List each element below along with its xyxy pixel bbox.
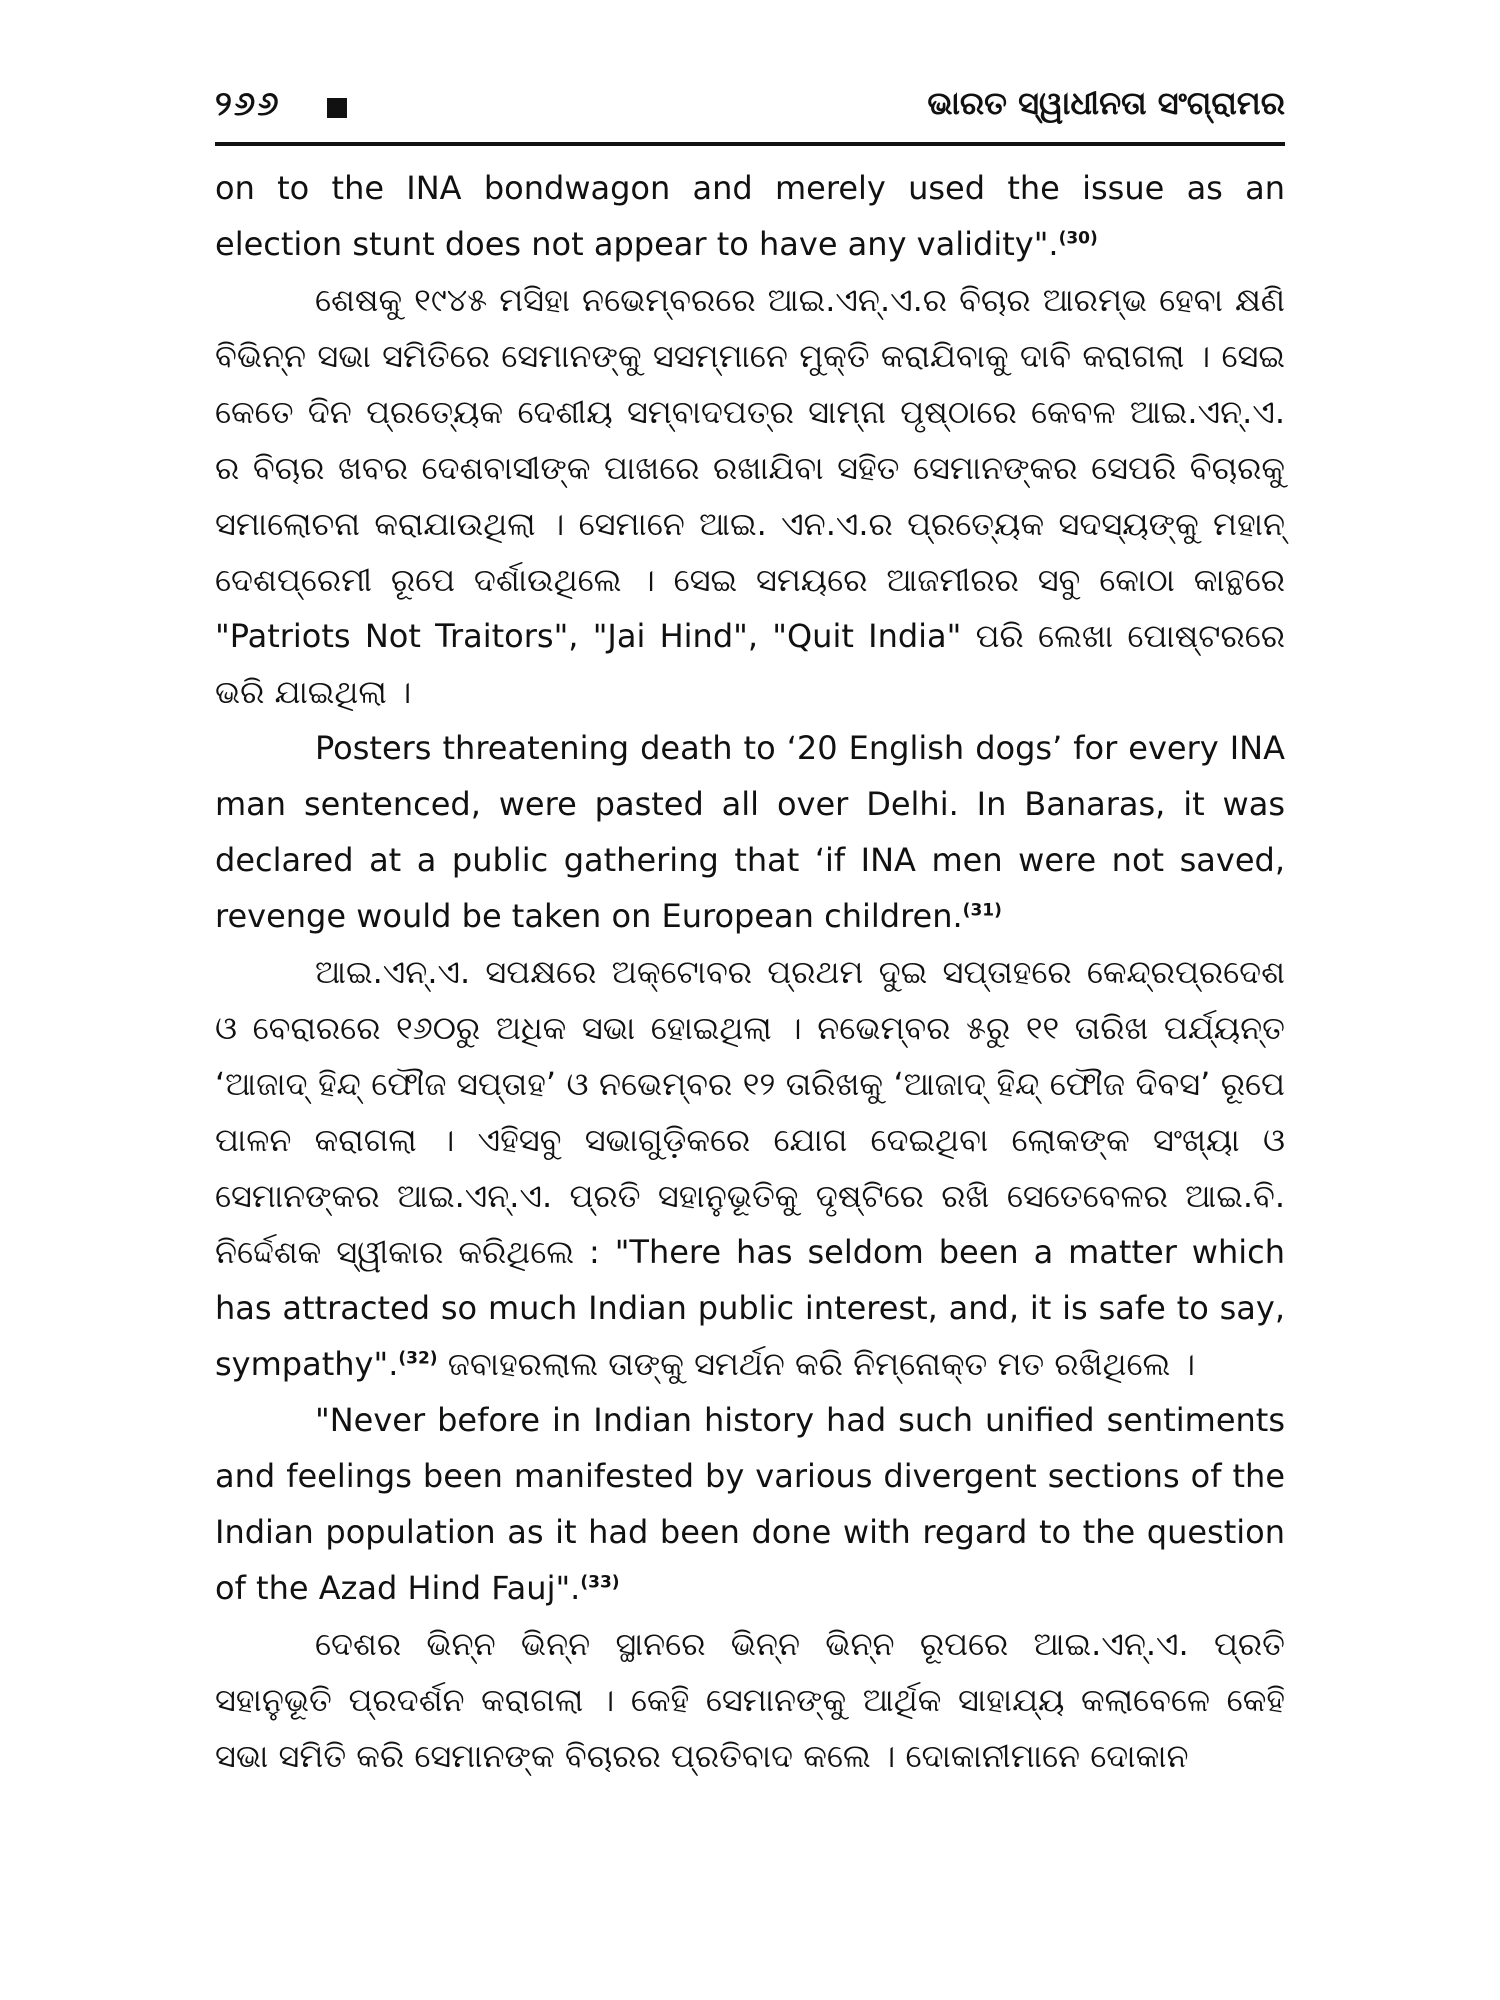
footnote-ref-30: (30): [1058, 228, 1098, 249]
paragraph-4: ଆଇ.ଏନ୍.ଏ. ସପକ୍ଷରେ ଅକ୍ଟୋବର ପ୍ରଥମ ଦୁଇ ସପ୍ତାହରେ କେନ୍ଦ୍ରପ୍ରଦେଶ ଓ ବେରାରରେ ୧୬୦ରୁ ଅଧିକ ସଭା ହୋଇଥିଲା । ନଭେମ୍ବର ୫ରୁ ୧୧ ତାରିଖ ପର୍ଯ୍ୟନ୍ତ ‘ଆଜାଦ୍ ହିନ୍ଦ୍ ଫୌଜ ସପ୍ତାହ’ ଓ ନଭେମ୍ବର ୧୨ ତାରିଖକୁ ‘ଆଜାଦ୍ ହିନ୍ଦ୍ ଫୌଜ ଦିବସ’ ରୂପେ ପାଳନ କରାଗଲା । ଏହିସବୁ ସଭାଗୁଡ଼ିକରେ ଯୋଗ ଦେଇଥିବା ଲୋକଙ୍କ ସଂଖ୍ୟା ଓ ସେମାନଙ୍କର ଆଇ.ଏନ୍.ଏ. ପ୍ରତି ସହାନୁଭୂତିକୁ ଦୃଷ୍ଟିରେ ରଖି ସେତେବେଳର ଆଇ.ବି. ନିର୍ଦ୍ଦେଶକ ସ୍ୱୀକାର କରିଥିଲେ : "There has seldom been a matter which has attracted so much Indian public interest, and, it is safe to say, sympathy".$^{(32)}$ ଜବାହରଲାଲ ତାଙ୍କୁ ସମର୍ଥନ କରି ନିମ୍ନୋକ୍ତ ମତ ରଖିଥିଲେ ।: [215, 953, 1285, 1383]
paragraph-6: ଦେଶର ଭିନ୍ନ ଭିନ୍ନ ସ୍ଥାନରେ ଭିନ୍ନ ଭିନ୍ନ ରୂପରେ ଆଇ.ଏନ୍.ଏ. ପ୍ରତି ସହାନୁଭୂତି ପ୍ରଦର୍ଶନ କରାଗଲା । କେହି ସେମାନଙ୍କୁ ଆର୍ଥିକ ସାହାଯ୍ୟ କଲାବେଳେ କେହି ସଭା ସମିତି କରି ସେମାନଙ୍କ ବିଚାରର ପ୍ରତିବାଦ କଲେ । ଦୋକାନୀମାନେ ଦୋକାନ: [215, 1625, 1285, 1775]
paragraph-5-quote: "Never before in Indian history had such unified sentiments and feelings been manifested by various divergent sections of the Indian population as it had been done with regard to the question of the Azad Hind Fauj".$^{(33)}$: [215, 1401, 1285, 1607]
running-title: ଭାରତ ସ୍ୱାଧୀନତା ସଂଗ୍ରାମର: [927, 84, 1285, 122]
body-text: [215, 160, 1285, 1784]
page-number: ୨୬୬: [215, 84, 281, 124]
book-page: [215, 80, 1285, 1784]
page-header: [215, 80, 1285, 146]
paragraph-1: on to the INA bondwagon and merely used the issue as an election stunt does not appear to have any validity".$^{(30)}$: [215, 169, 1285, 263]
square-bullet-icon: [327, 98, 347, 118]
footnote-ref-31: (31): [962, 900, 1002, 921]
footnote-ref-33: (33): [580, 1572, 620, 1593]
paragraph-2: ଶେଷକୁ ୧୯୪୫ ମସିହା ନଭେମ୍ବରରେ ଆଇ.ଏନ୍.ଏ.ର ବିଚାର ଆରମ୍ଭ ହେବା କ୍ଷଣି ବିଭିନ୍ନ ସଭା ସମିତିରେ ସେମାନଙ୍କୁ ସସମ୍ମାନେ ମୁକ୍ତି କରାଯିବାକୁ ଦାବି କରାଗଲା । ସେଇ କେତେ ଦିନ ପ୍ରତ୍ୟେକ ଦେଶୀୟ ସମ୍ବାଦପତ୍ର ସାମ୍ନା ପୃଷ୍ଠାରେ କେବଳ ଆଇ.ଏନ୍.ଏ. ର ବିଚାର ଖବର ଦେଶବାସୀଙ୍କ ପାଖରେ ରଖାଯିବା ସହିତ ସେମାନଙ୍କର ସେପରି ବିଚାରକୁ ସମାଲୋଚନା କରାଯାଉଥିଲା । ସେମାନେ ଆଇ. ଏନ.ଏ.ର ପ୍ରତ୍ୟେକ ସଦସ୍ୟଙ୍କୁ ମହାନ୍ ଦେଶପ୍ରେମୀ ରୂପେ ଦର୍ଶାଉଥିଲେ । ସେଇ ସମୟରେ ଆଜମୀରର ସବୁ କୋଠା କାନ୍ଥରେ "Patriots Not Traitors", "Jai Hind", "Quit India" ପରି ଲେଖା ପୋଷ୍ଟରରେ ଭରି ଯାଇଥିଲା ।: [215, 281, 1285, 711]
footnote-ref-32: (32): [398, 1348, 438, 1369]
paragraph-3: Posters threatening death to ‘20 English dogs’ for every INA man sentenced, were pasted all over Delhi. In Banaras, it was declared at a public gathering that ‘if INA men were not saved, revenge would be taken on European children.$^{(31)}$: [215, 729, 1285, 935]
